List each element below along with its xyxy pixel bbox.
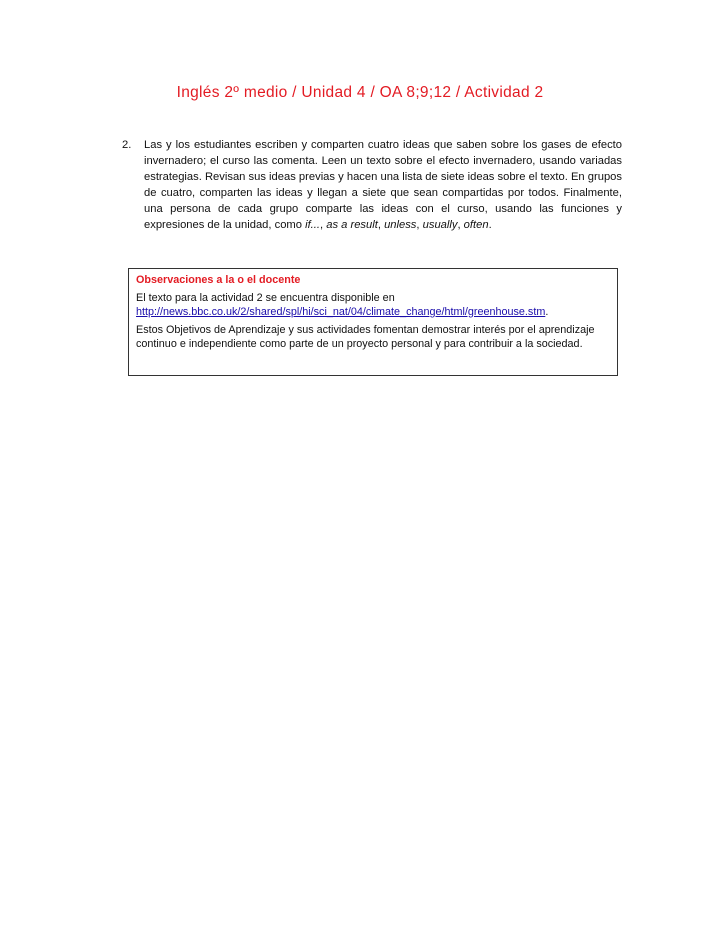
separator: , — [416, 219, 423, 231]
separator: , — [320, 219, 327, 231]
observations-paragraph-2: Estos Objetivos de Aprendizaje y sus actividades fomentan demostrar interés por el aprendizaje continuo e independiente como parte de un proyecto personal y para contribuir a la sociedad. — [136, 324, 595, 350]
page-title: Inglés 2º medio / Unidad 4 / OA 8;9;12 / Actividad 2 — [176, 84, 544, 101]
activity-text-body: Las y los estudiantes escriben y comparten cuatro ideas que saben sobre los gases de efecto invernadero; el curso las comenta. Leen un texto sobre el efecto invernadero, usando variadas estrategias. Revisan sus ideas previas y hacen una lista de siete ideas sobre el texto. En grupos de cuatro, comparten las ideas y llegan a siete que sean compartidas por todos. Finalmente, una persona de cada grupo comparte las ideas con el curso, usando las funciones y expresiones de la unidad, como — [144, 139, 622, 231]
activity-item — [122, 137, 622, 233]
example-unless: unless — [384, 219, 417, 231]
separator: , — [457, 219, 464, 231]
example-usually: usually — [422, 219, 458, 231]
observations-title: Observaciones a la o el docente — [136, 274, 301, 286]
observations-text: El texto para la actividad 2 se encuentra disponible en — [136, 292, 395, 304]
example-as-a-result: as a result — [326, 219, 378, 231]
observations-paragraph-1 — [136, 291, 610, 319]
period: . — [488, 219, 492, 231]
activity-text — [144, 137, 622, 233]
period: . — [545, 306, 549, 318]
separator: , — [377, 219, 385, 231]
example-often: often — [463, 219, 489, 231]
activity-number: 2. — [122, 139, 132, 151]
example-if: if... — [305, 219, 320, 231]
teacher-observations-box — [128, 268, 618, 376]
greenhouse-link[interactable]: http://news.bbc.co.uk/2/shared/spl/hi/sci_nat/04/climate_change/html/greenhouse.stm — [136, 306, 546, 318]
